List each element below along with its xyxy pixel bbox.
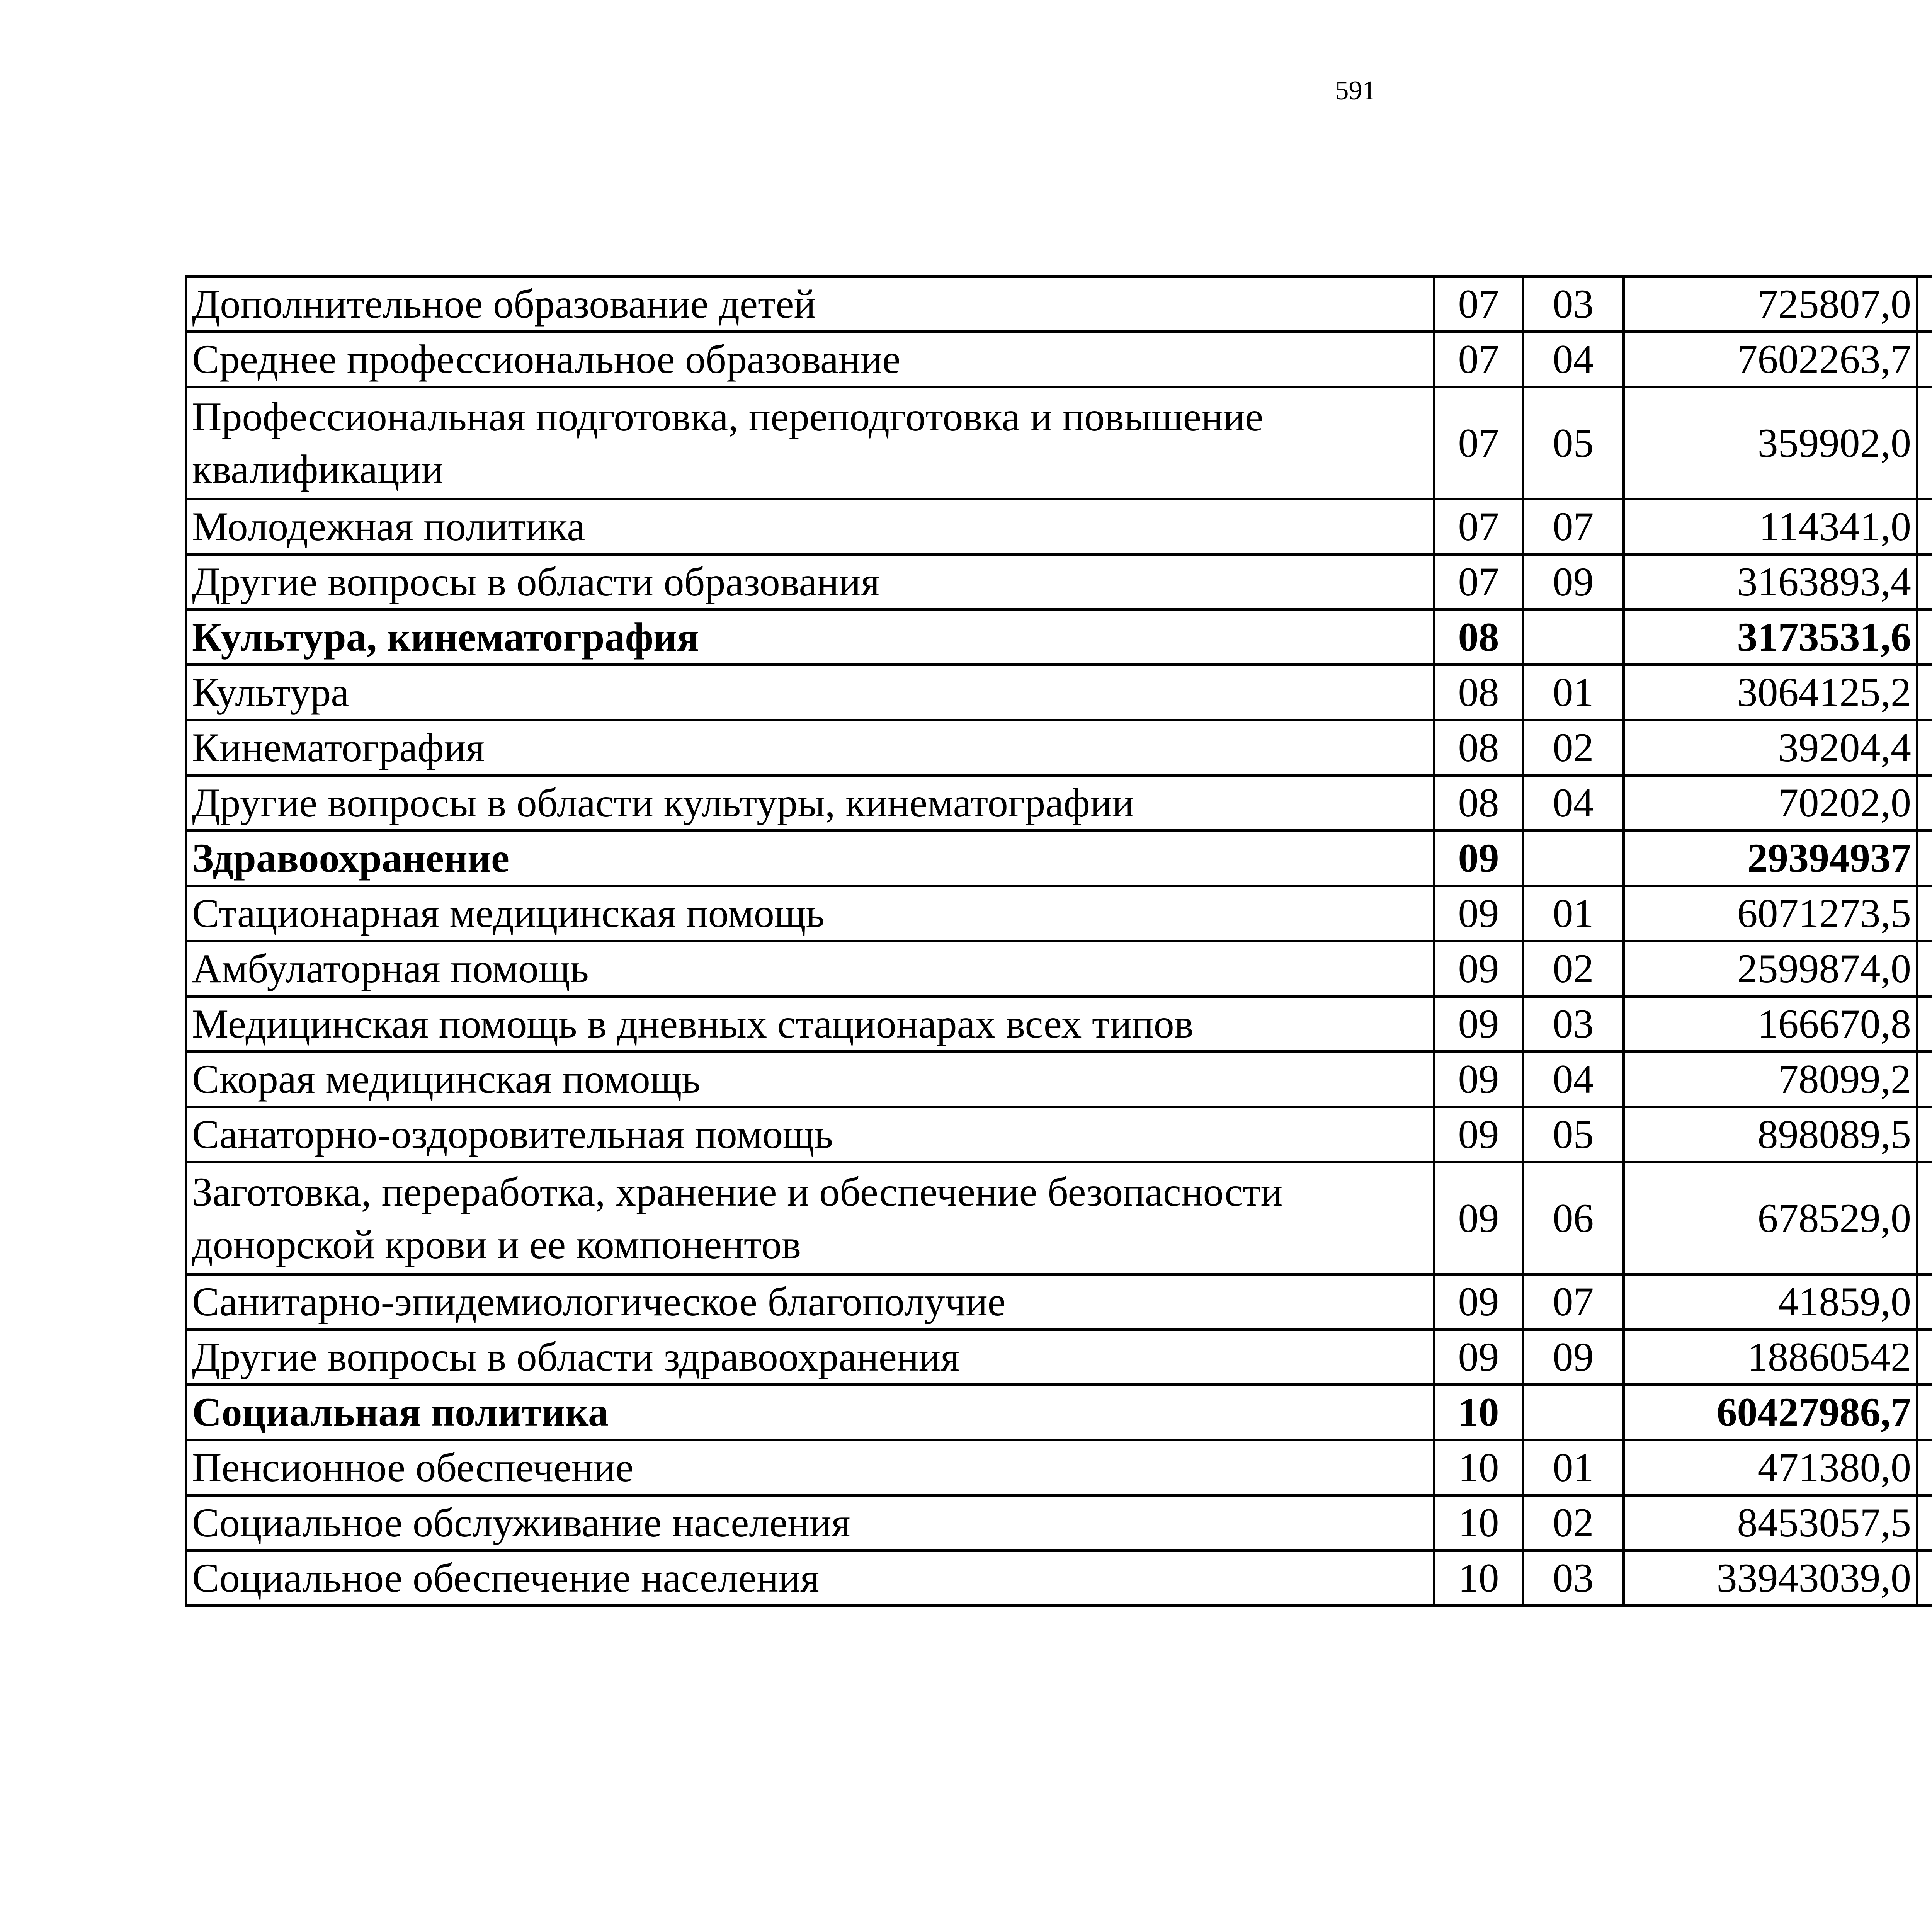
row-subsection-code-cell: 05 (1523, 387, 1624, 499)
row-section-code-cell: 08 (1434, 610, 1523, 665)
table-row (186, 1495, 1932, 1551)
row-value-2-cell (1917, 499, 1932, 555)
row-section-code-cell: 07 (1434, 499, 1523, 555)
row-value-2-cell (1917, 831, 1932, 886)
row-section-code-cell: 09 (1434, 1107, 1523, 1162)
row-value-2-cell (1917, 776, 1932, 831)
row-section-code-cell: 07 (1434, 387, 1523, 499)
row-subsection-code-cell: 01 (1523, 886, 1624, 941)
row-name-cell: Санаторно-оздоровительная помощь (186, 1107, 1434, 1162)
table-row (186, 997, 1932, 1052)
table-row (186, 555, 1932, 610)
row-value-1-cell: 33943039,0 (1624, 1551, 1917, 1606)
row-value-1-cell: 6071273,5 (1624, 886, 1917, 941)
row-subsection-code-cell: 09 (1523, 1330, 1624, 1385)
row-subsection-code-cell: 03 (1523, 277, 1624, 332)
row-section-code-cell: 09 (1434, 997, 1523, 1052)
row-name-cell: Другие вопросы в области здравоохранения (186, 1330, 1434, 1385)
row-value-1-cell: 471380,0 (1624, 1440, 1917, 1495)
row-name-cell: Социальное обеспечение населения (186, 1551, 1434, 1606)
row-value-1-cell: 166670,8 (1624, 997, 1917, 1052)
budget-table (185, 275, 1932, 1607)
row-subsection-code-cell: 09 (1523, 555, 1624, 610)
row-section-code-cell: 10 (1434, 1551, 1523, 1606)
table-row-section-total (186, 1385, 1932, 1440)
row-value-2-cell (1917, 997, 1932, 1052)
row-value-2-cell (1917, 610, 1932, 665)
row-value-2-cell (1917, 277, 1932, 332)
row-section-code-cell: 09 (1434, 1330, 1523, 1385)
row-section-code-cell: 09 (1434, 831, 1523, 886)
row-name-cell: Другие вопросы в области образования (186, 555, 1434, 610)
row-name-cell: Здравоохранение (186, 831, 1434, 886)
table-row (186, 499, 1932, 555)
row-section-code-cell: 07 (1434, 555, 1523, 610)
row-subsection-code-cell (1523, 1385, 1624, 1440)
table-row (186, 886, 1932, 941)
row-value-1-cell: 18860542 (1624, 1330, 1917, 1385)
row-value-2-cell (1917, 941, 1932, 997)
row-name-cell: Социальная политика (186, 1385, 1434, 1440)
row-section-code-cell: 09 (1434, 941, 1523, 997)
row-section-code-cell: 09 (1434, 1052, 1523, 1107)
row-value-1-cell: 678529,0 (1624, 1162, 1917, 1274)
row-section-code-cell: 10 (1434, 1440, 1523, 1495)
row-name-cell: Культура, кинематография (186, 610, 1434, 665)
row-value-1-cell: 29394937 (1624, 831, 1917, 886)
row-value-2-cell (1917, 332, 1932, 387)
table-row-section-total (186, 610, 1932, 665)
row-section-code-cell: 08 (1434, 665, 1523, 720)
row-section-code-cell: 09 (1434, 1274, 1523, 1330)
table-row (186, 941, 1932, 997)
row-subsection-code-cell: 03 (1523, 997, 1624, 1052)
row-name-cell: Дополнительное образование детей (186, 277, 1434, 332)
row-value-2-cell (1917, 720, 1932, 776)
row-subsection-code-cell: 02 (1523, 1495, 1624, 1551)
row-name-cell: Культура (186, 665, 1434, 720)
row-section-code-cell: 08 (1434, 720, 1523, 776)
row-value-2-cell (1917, 555, 1932, 610)
row-section-code-cell: 07 (1434, 332, 1523, 387)
row-subsection-code-cell: 06 (1523, 1162, 1624, 1274)
row-name-cell: Скорая медицинская помощь (186, 1052, 1434, 1107)
row-value-2-cell (1917, 1495, 1932, 1551)
row-value-1-cell: 41859,0 (1624, 1274, 1917, 1330)
row-section-code-cell: 09 (1434, 1162, 1523, 1274)
table-row (186, 720, 1932, 776)
row-name-cell: Заготовка, переработка, хранение и обеспечение безопасности донорской крови и ее компонентов (186, 1162, 1434, 1274)
row-subsection-code-cell: 07 (1523, 1274, 1624, 1330)
row-value-2-cell (1917, 387, 1932, 499)
table-row (186, 332, 1932, 387)
row-value-1-cell: 78099,2 (1624, 1052, 1917, 1107)
row-value-1-cell: 725807,0 (1624, 277, 1917, 332)
row-value-1-cell: 114341,0 (1624, 499, 1917, 555)
table-row (186, 1330, 1932, 1385)
row-value-2-cell (1917, 1274, 1932, 1330)
row-value-1-cell: 70202,0 (1624, 776, 1917, 831)
row-subsection-code-cell: 05 (1523, 1107, 1624, 1162)
row-value-2-cell (1917, 665, 1932, 720)
table-row (186, 1052, 1932, 1107)
table-row (186, 387, 1932, 499)
row-name-cell: Стационарная медицинская помощь (186, 886, 1434, 941)
table-row (186, 277, 1932, 332)
row-value-1-cell: 898089,5 (1624, 1107, 1917, 1162)
row-name-cell: Кинематография (186, 720, 1434, 776)
row-section-code-cell: 09 (1434, 886, 1523, 941)
row-section-code-cell: 07 (1434, 277, 1523, 332)
row-value-2-cell (1917, 1052, 1932, 1107)
table-row (186, 1440, 1932, 1495)
table-row-section-total (186, 831, 1932, 886)
row-name-cell: Санитарно-эпидемиологическое благополучие (186, 1274, 1434, 1330)
row-value-1-cell: 3173531,6 (1624, 610, 1917, 665)
budget-table-body (186, 277, 1932, 1606)
table-row (186, 665, 1932, 720)
row-subsection-code-cell (1523, 831, 1624, 886)
row-section-code-cell: 10 (1434, 1385, 1523, 1440)
row-name-cell: Амбулаторная помощь (186, 941, 1434, 997)
row-section-code-cell: 08 (1434, 776, 1523, 831)
row-value-2-cell (1917, 1440, 1932, 1495)
row-value-1-cell: 8453057,5 (1624, 1495, 1917, 1551)
row-value-1-cell: 3064125,2 (1624, 665, 1917, 720)
table-row (186, 1274, 1932, 1330)
table-row (186, 1551, 1932, 1606)
row-subsection-code-cell: 07 (1523, 499, 1624, 555)
row-value-1-cell: 60427986,7 (1624, 1385, 1917, 1440)
row-value-1-cell: 359902,0 (1624, 387, 1917, 499)
row-subsection-code-cell: 04 (1523, 332, 1624, 387)
row-value-1-cell: 2599874,0 (1624, 941, 1917, 997)
row-subsection-code-cell: 01 (1523, 1440, 1624, 1495)
row-name-cell: Социальное обслуживание населения (186, 1495, 1434, 1551)
row-section-code-cell: 10 (1434, 1495, 1523, 1551)
row-subsection-code-cell: 03 (1523, 1551, 1624, 1606)
table-row (186, 1162, 1932, 1274)
row-value-1-cell: 7602263,7 (1624, 332, 1917, 387)
row-value-1-cell: 3163893,4 (1624, 555, 1917, 610)
row-subsection-code-cell: 04 (1523, 1052, 1624, 1107)
row-name-cell: Молодежная политика (186, 499, 1434, 555)
table-row (186, 1107, 1932, 1162)
row-name-cell: Пенсионное обеспечение (186, 1440, 1434, 1495)
row-subsection-code-cell (1523, 610, 1624, 665)
row-subsection-code-cell: 04 (1523, 776, 1624, 831)
row-subsection-code-cell: 01 (1523, 665, 1624, 720)
row-value-2-cell (1917, 1162, 1932, 1274)
row-subsection-code-cell: 02 (1523, 941, 1624, 997)
page-number: 591 (1335, 76, 1376, 105)
row-value-2-cell (1917, 1330, 1932, 1385)
row-name-cell: Медицинская помощь в дневных стационарах всех типов (186, 997, 1434, 1052)
row-name-cell: Профессиональная подготовка, переподготовка и повышение квалификации (186, 387, 1434, 499)
row-value-2-cell (1917, 1551, 1932, 1606)
table-row (186, 776, 1932, 831)
row-value-2-cell (1917, 1107, 1932, 1162)
row-subsection-code-cell: 02 (1523, 720, 1624, 776)
row-name-cell: Среднее профессиональное образование (186, 332, 1434, 387)
row-value-2-cell (1917, 886, 1932, 941)
row-value-1-cell: 39204,4 (1624, 720, 1917, 776)
row-value-2-cell (1917, 1385, 1932, 1440)
row-name-cell: Другие вопросы в области культуры, кинематографии (186, 776, 1434, 831)
